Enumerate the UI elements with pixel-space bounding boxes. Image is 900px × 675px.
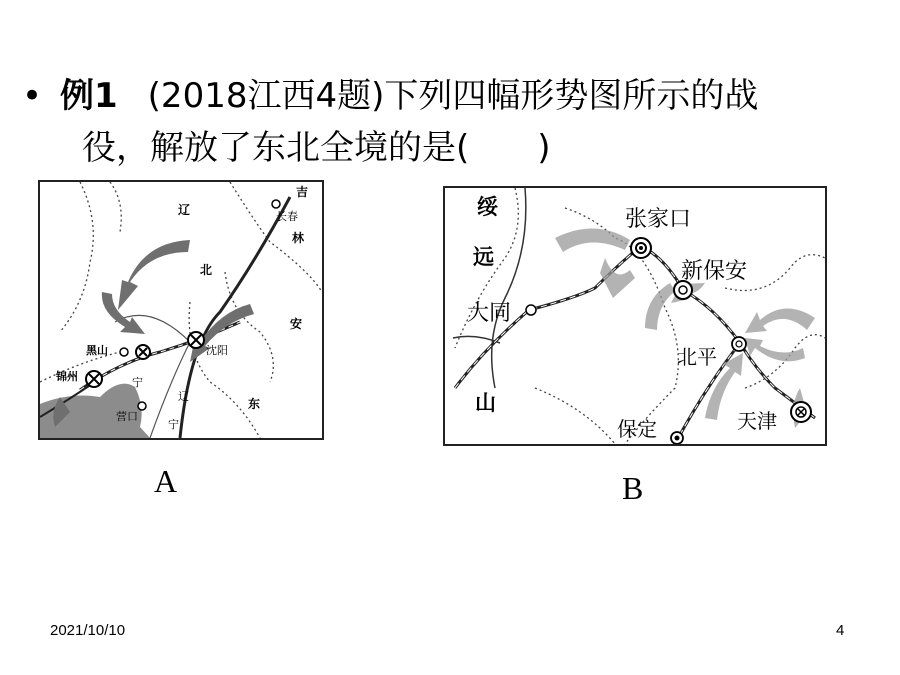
map-a-caption: A [154,463,178,499]
city-label-datong: 大同 [467,301,512,326]
region-label: 北 [200,263,213,277]
city-label-heishan: 黑山 [86,344,108,357]
city-label-xinbaoan: 新保安 [681,259,748,284]
province-border [110,182,121,232]
city-marker-baoding [671,432,683,444]
region-label: 宁 [132,376,143,389]
attack-arrow [645,283,675,330]
region-label: 东 [248,397,261,411]
city-marker-datong [526,305,536,315]
bullet: • [22,76,43,116]
attack-arrow [745,338,805,361]
region-label: 吉 [296,185,309,199]
province-border [60,182,93,332]
city-label-jinzhou: 锦州 [56,370,78,383]
province-border [40,352,120,382]
battle-marker [136,345,150,359]
region-label: 安 [290,317,303,331]
region-label: 远 [473,245,494,269]
question-number: 例1 [60,76,118,116]
question-line-1 [60,70,758,122]
city-marker-zhangjiakou [631,238,651,258]
map-a-svg [40,182,322,438]
question-line-1-text: (2018江西4题)下列四幅形势图所示的战 [147,76,759,116]
province-border [535,388,615,444]
city-label-shenyang: 沈阳 [206,344,228,357]
city-marker-yingkou [138,402,146,410]
battle-marker [86,371,102,387]
region-label: 林 [292,231,305,245]
region-label: 宁 [168,418,179,431]
city-marker-changchun [272,200,280,208]
question-line-2: 役，解放了东北全境的是( ) [82,128,551,168]
map-a-liaoshen [38,180,324,440]
battle-marker [188,332,204,348]
railway [455,246,815,418]
map-b-svg [445,188,825,444]
footer-date: 2021/10/10 [50,622,126,639]
region-label: 山 [475,391,496,415]
city-label-yingkou: 营口 [116,410,138,423]
region-label: 绥 [477,195,498,219]
region-label: 辽 [178,390,189,403]
city-label-changchun: 长春 [276,210,298,223]
region-label: 辽 [178,203,191,217]
city-marker-heishan [120,348,128,356]
footer-page-number: 4 [836,622,845,639]
city-label-zhangjiakou: 张家口 [625,207,692,232]
city-label-baoding: 保定 [617,417,657,441]
attack-arrow [745,308,815,333]
attack-arrow [555,228,630,252]
city-label-beiping: 北平 [677,345,717,369]
attack-arrow [600,258,635,298]
city-marker-tianjin [791,402,811,422]
map-b-pingjin [443,186,827,446]
city-label-tianjin: 天津 [737,409,777,433]
map-b-caption: B [622,470,644,506]
attack-arrow [118,240,190,310]
railway [455,246,815,418]
city-marker-beiping [732,337,746,351]
